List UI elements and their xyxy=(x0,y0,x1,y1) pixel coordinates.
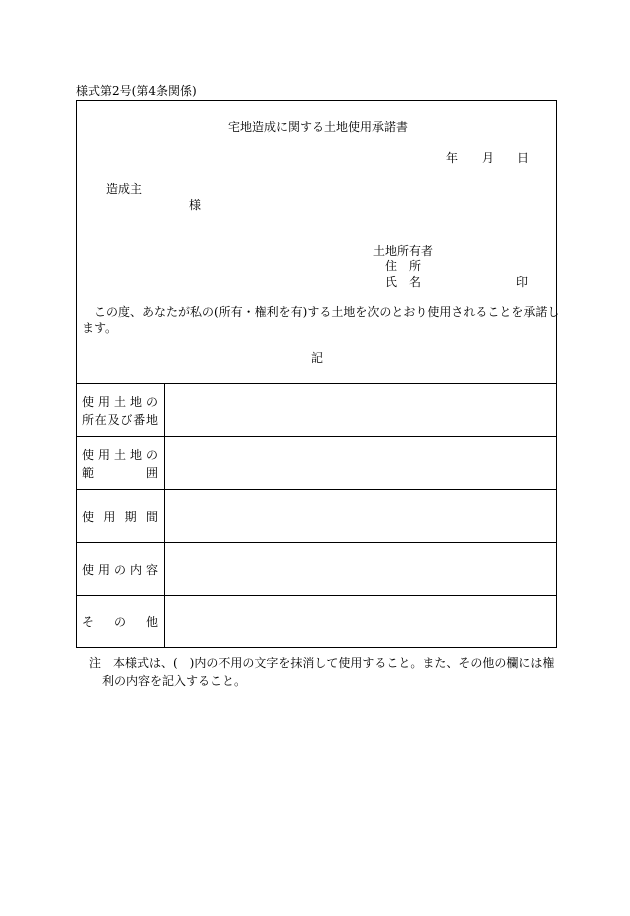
note-line1: 注 本様式は、( )内の不用の文字を抹消して使用すること。また、その他の欄には権 xyxy=(89,656,555,670)
row-label-other xyxy=(82,613,158,631)
period-field[interactable] xyxy=(165,490,556,542)
row-label-line: 所在及び番地 xyxy=(82,413,158,427)
date-day-label: 日 xyxy=(517,151,530,165)
row-label-content xyxy=(82,561,158,579)
row-label-period xyxy=(82,508,158,526)
form-number: 様式第2号(第4条関係) xyxy=(76,84,197,98)
content-field[interactable] xyxy=(165,543,556,595)
row-label-line: 範 囲 xyxy=(82,466,158,480)
row-label-line: 使用土地の xyxy=(82,448,158,462)
location-field[interactable] xyxy=(165,384,556,436)
owner-label: 土地所有者 xyxy=(373,244,434,258)
ki-label: 記 xyxy=(311,351,324,365)
seal-label: 印 xyxy=(516,275,529,289)
addressee-label: 造成主 xyxy=(106,182,143,196)
row-label-location xyxy=(82,393,158,429)
row-label-line: その他 xyxy=(82,615,158,629)
addressee-honorific: 様 xyxy=(189,198,202,212)
body-text-line2: ます。 xyxy=(82,321,118,335)
body-text-line1: この度、あなたが私の(所有・権利を有)する土地を次のとおり使用されることを承諾し xyxy=(94,305,560,319)
other-field[interactable] xyxy=(165,596,556,647)
row-label-line: 使用の内容 xyxy=(82,563,158,577)
owner-name-label: 氏 名 xyxy=(385,275,422,289)
area-field[interactable] xyxy=(165,437,556,489)
row-label-area xyxy=(82,446,158,482)
date-month-label: 月 xyxy=(482,151,495,165)
form-title: 宅地造成に関する土地使用承諾書 xyxy=(228,120,409,134)
row-label-line: 使用期間 xyxy=(82,510,158,524)
note-line2: 利の内容を記入すること。 xyxy=(102,674,247,688)
row-label-line: 使用土地の xyxy=(82,395,158,409)
date-year-label: 年 xyxy=(446,151,459,165)
owner-address-label: 住 所 xyxy=(385,259,422,273)
